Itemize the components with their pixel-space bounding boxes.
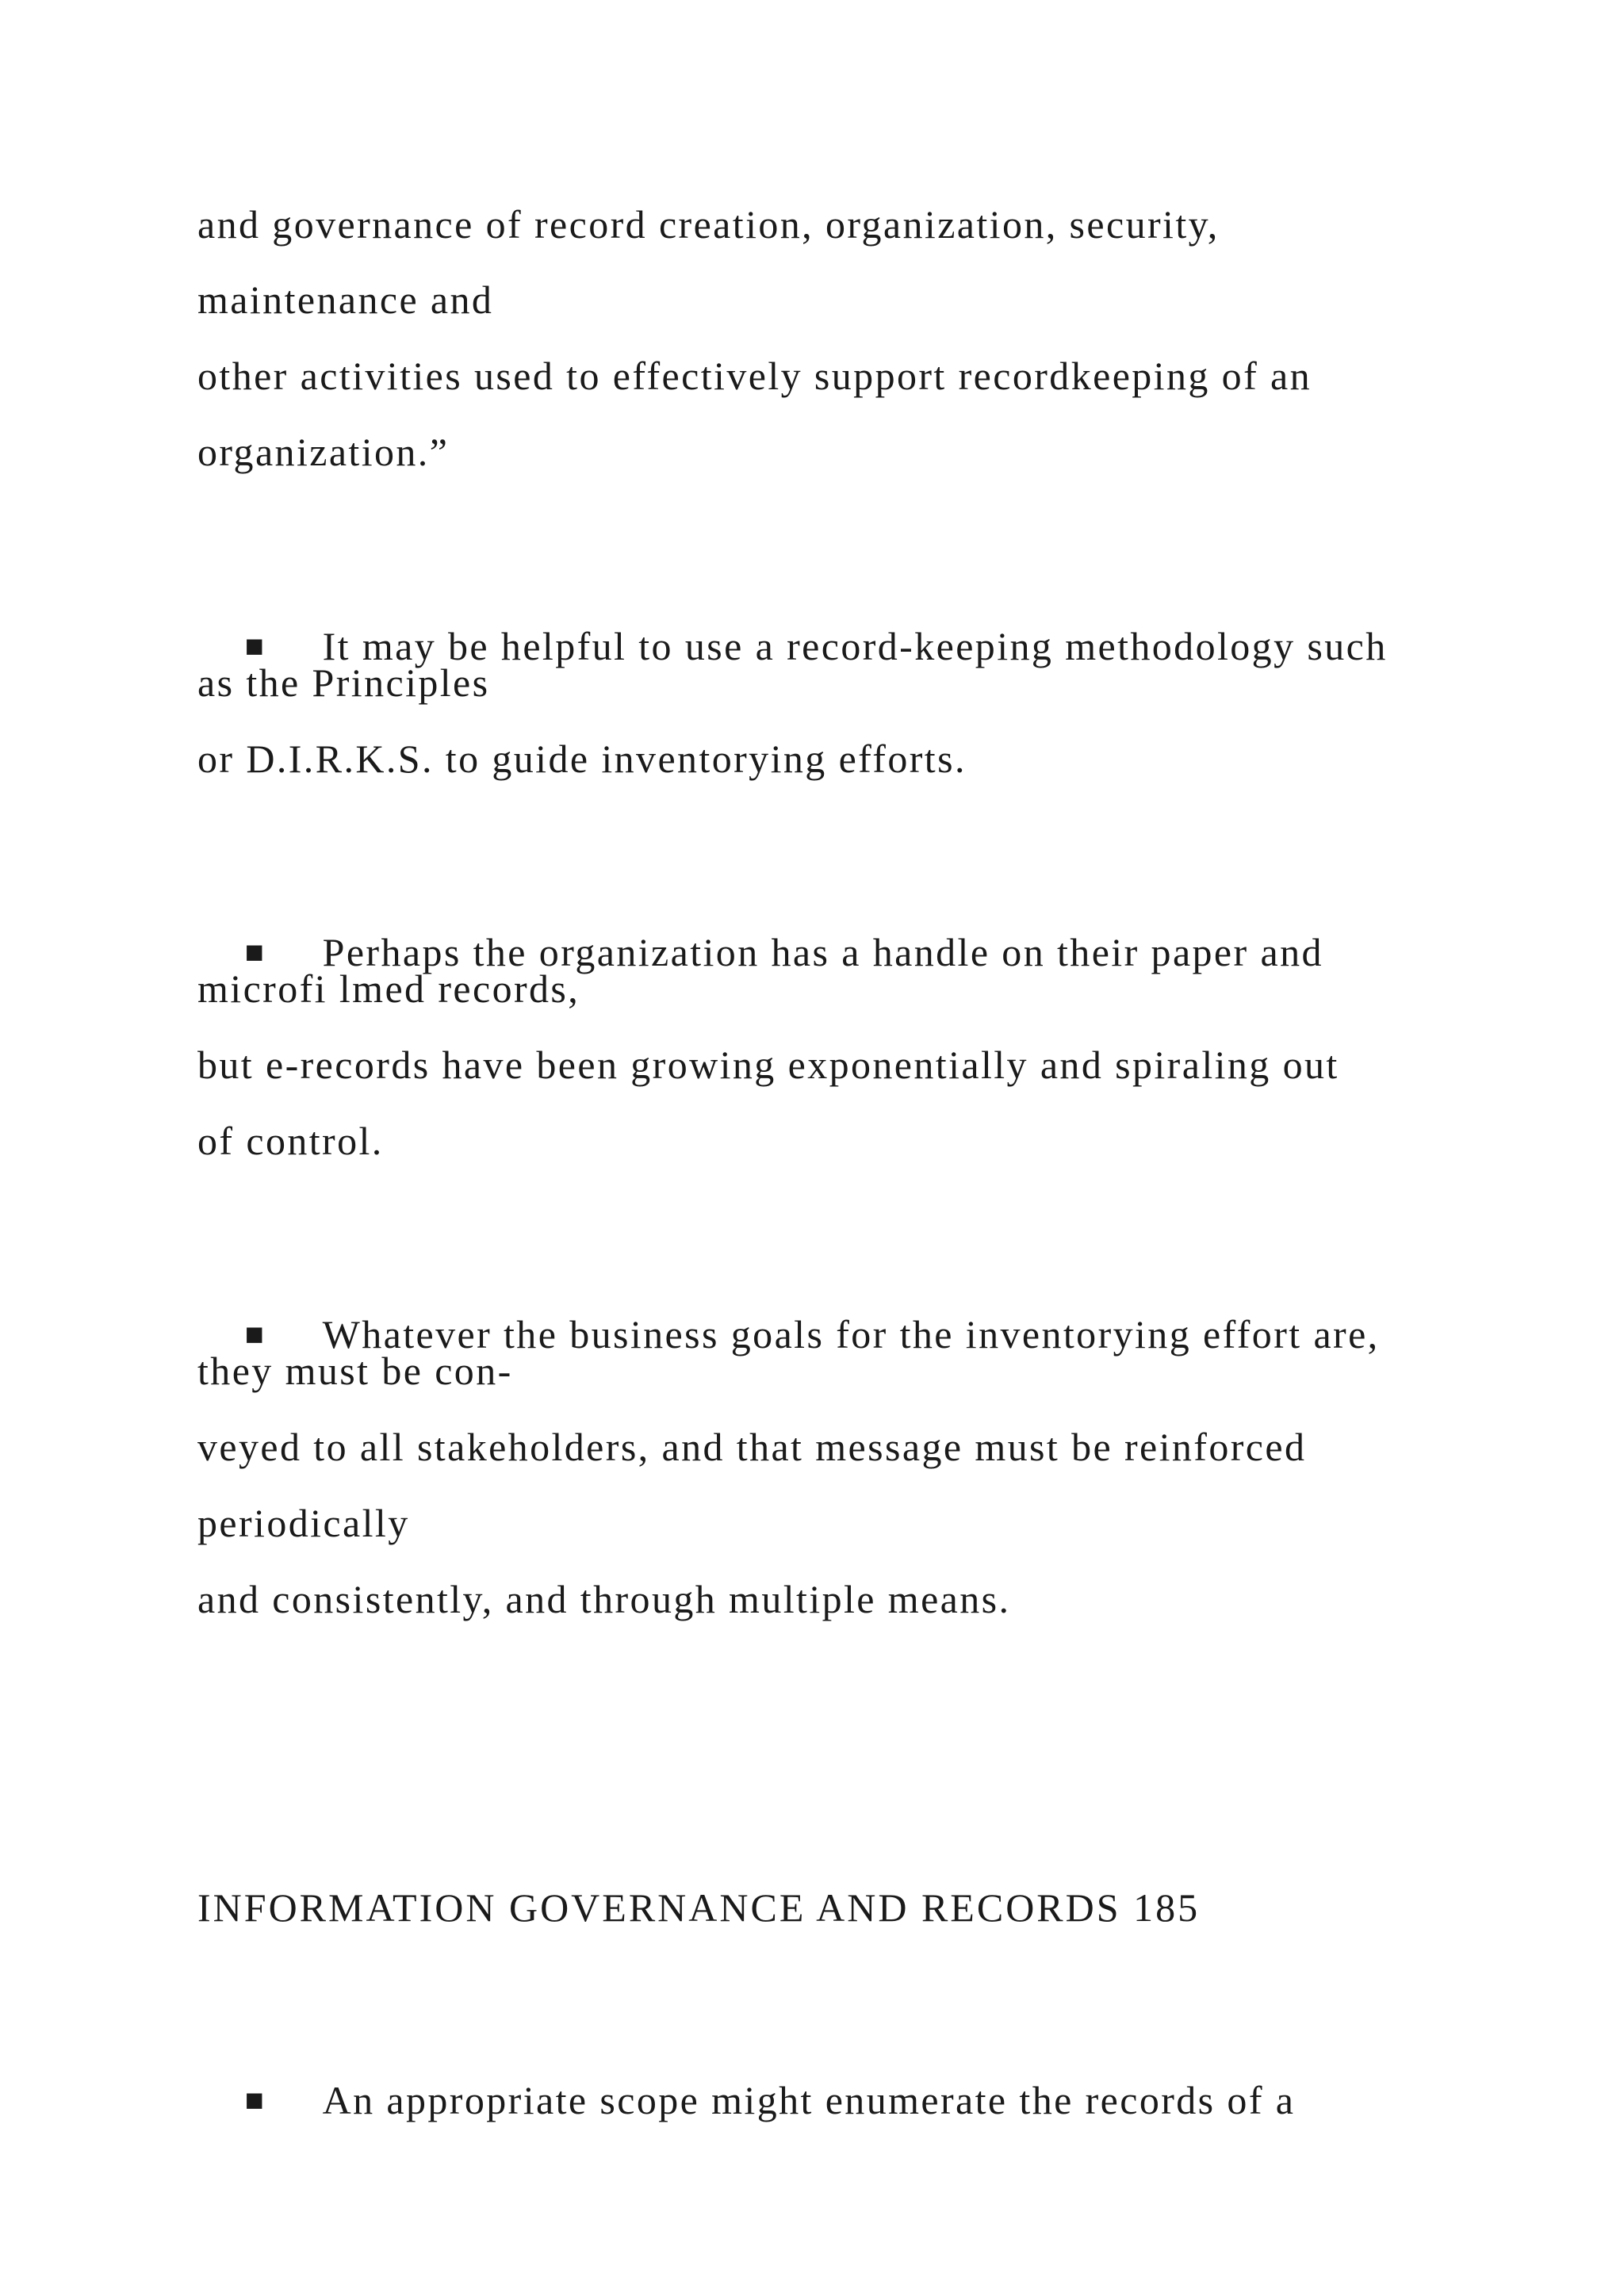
paragraph-line: but e-records have been growing exponentially and spiraling out [197, 1043, 1339, 1087]
paragraph-line: microfi lmed records, [197, 966, 580, 1011]
bullet-item [197, 2041, 1295, 2160]
paragraph-line: of control. [197, 1119, 384, 1163]
paragraph-line: periodically [197, 1501, 410, 1545]
paragraph-line: they must be con- [197, 1349, 513, 1393]
bullet-text: Perhaps the organization has a handle on their paper and [322, 930, 1323, 974]
paragraph-line: maintenance and [197, 277, 494, 322]
paragraph-line: other activities used to effectively support recordkeeping of an [197, 354, 1312, 398]
square-bullet-icon: ■ [244, 934, 266, 970]
paragraph-line: organization.” [197, 430, 450, 474]
paragraph-line: and consistently, and through multiple means. [197, 1577, 1011, 1621]
square-bullet-icon: ■ [244, 2082, 266, 2118]
bullet-text: An appropriate scope might enumerate the records of a [322, 2078, 1296, 2122]
paragraph-line: and governance of record creation, organization, security, [197, 202, 1220, 247]
bullet-text: Whatever the business goals for the inventorying effort are, [322, 1312, 1380, 1357]
bullet-text: It may be helpful to use a record-keeping methodology such [322, 624, 1388, 668]
paragraph-line: veyed to all stakeholders, and that message must be reinforced [197, 1425, 1307, 1469]
running-header: INFORMATION GOVERNANCE AND RECORDS 185 [197, 1885, 1201, 1930]
square-bullet-icon: ■ [244, 628, 266, 664]
square-bullet-icon: ■ [244, 1316, 266, 1352]
paragraph-line: or D.I.R.K.S. to guide inventorying efforts. [197, 737, 967, 781]
paragraph-line: as the Principles [197, 660, 490, 705]
